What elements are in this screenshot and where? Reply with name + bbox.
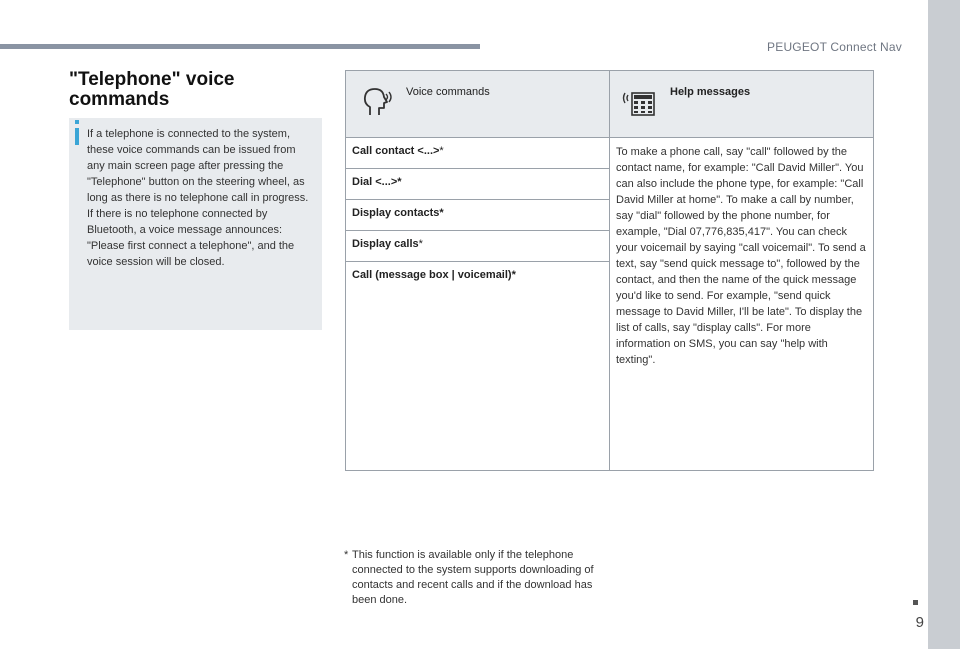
page-number: 9 [915,614,924,631]
command-label: Call (message box | voicemail) [352,269,512,281]
command-star: * [439,145,444,157]
table-header-row [346,71,874,138]
command-star: * [439,207,444,219]
top-rule [0,44,480,49]
command-dial [346,169,610,200]
footnote-asterisk: * [344,549,349,561]
page-marker [913,600,918,605]
info-text: If a telephone is connected to the system, these voice commands can be issued from any main screen page after pressing the "Telephone" button on the steering wheel, as long as there is no telephone call in progress. If there is no telephone connected by Bluetooth, a voice message announces: "Please first connect a telephone", and the voice session will be closed. [87,128,309,268]
command-label: Display contacts [352,207,440,219]
info-icon-dot [75,120,79,124]
info-icon [75,128,79,145]
command-label: Dial <...> [352,176,398,188]
header-voice-label: Voice commands [406,86,490,98]
header-help-cell [610,71,874,138]
header-voice-cell [346,71,610,138]
voice-commands-table [345,70,874,471]
command-label: Call contact <...> [352,145,440,157]
header-brand: PEUGEOT Connect Nav [767,40,902,54]
command-call-voicemail [346,262,610,471]
side-strip [928,0,960,649]
command-call-contact [346,138,610,169]
command-display-calls [346,231,610,262]
voice-command-icon [358,85,394,119]
command-display-contacts [346,200,610,231]
table-row [346,138,874,169]
footnote [344,548,607,608]
command-star: * [511,269,516,281]
section-title: "Telephone" voice commands [69,69,235,110]
help-message-cell: To make a phone call, say "call" followed by the contact name, for example: "Call David Miller". You can also include the phone type, for example: "Call David Miller at home". To make a call by number, say "dial" followed by the phone number, for example, "Dial 07,776,835,417". You can check your voicemail by saying "call voicemail". To send a text, say "send quick message to", followed by the contact, and then the name of the quick message you'd like to send. For example, "send quick message to David Miller, I'll be late". To display the list of calls, say "display calls". For more information on SMS, you can say "help with texting". [610,138,874,471]
footnote-text: This function is available only if the telephone connected to the system supports downloading of contacts and recent calls and if the download has been done. [352,549,594,606]
command-star: * [418,238,423,250]
command-star: * [397,176,402,188]
info-box [69,118,322,330]
header-help-label: Help messages [670,86,751,98]
phone-keypad-help-icon [622,85,658,119]
command-label: Display calls [352,238,419,250]
